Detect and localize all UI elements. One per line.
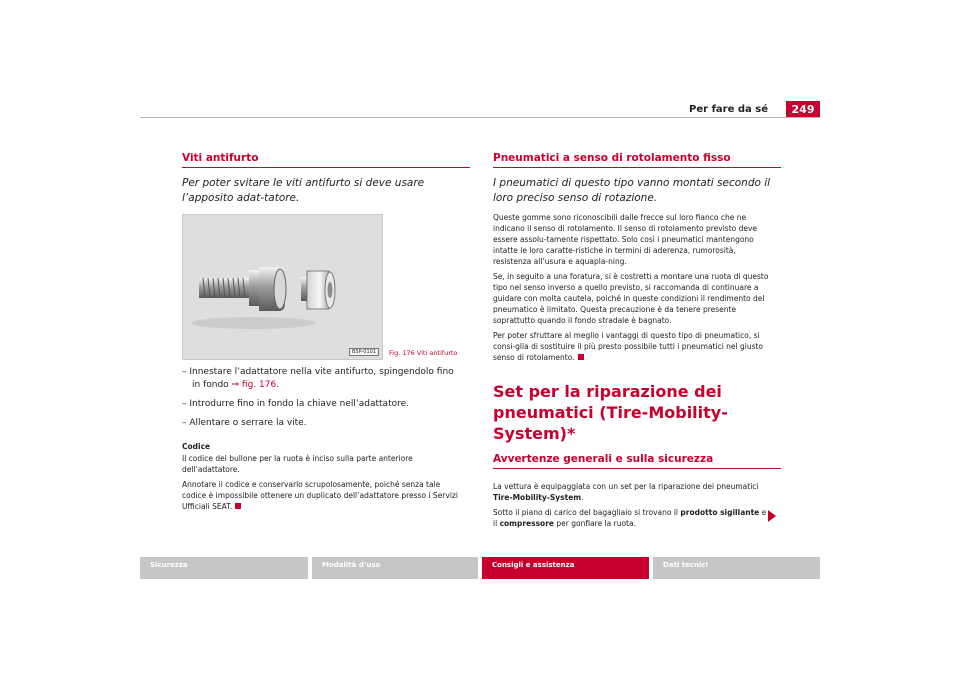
section-title-directional-tyres: Pneumatici a senso di rotolamento fisso xyxy=(493,152,781,168)
section-title-anti-theft-bolts: Viti antifurto xyxy=(182,152,470,168)
end-of-section-mark xyxy=(578,354,584,360)
step-insert-adapter xyxy=(182,366,460,392)
compressor-bold: compressore xyxy=(499,519,554,528)
end-of-section-mark xyxy=(235,503,241,509)
left-column xyxy=(182,152,460,512)
directional-paragraph-2: Se, in seguito a una foratura, si è costretti a montare una ruota di questo tipo nel senso inverso a quello previsto, si raccomanda di continuare a guidare con molta cautela, poiché in queste condizioni il rendimento del pneumatico è limitato. Questa precauzione è da tenere presente soprattutto quando il fondo stradale è bagnato. xyxy=(493,272,769,325)
tms-paragraph-2-end: per gonfiare la ruota. xyxy=(554,519,636,528)
code-paragraph-2-text: Annotare il codice e conservarlo scrupolosamente, poiché senza tale codice è impossibile ottenere un duplicato dell’adattatore presso i Servizi Ufficiali SEAT. xyxy=(182,480,458,511)
tms-paragraph-2-join: e il xyxy=(493,508,767,528)
running-header-title: Per fare da sé xyxy=(689,104,768,115)
right-column xyxy=(493,152,771,529)
directional-paragraph-1: Queste gomme sono riconoscibili dalle frecce sul loro fianco che ne indicano il senso di rotolamento. Il senso di rotolamento previsto deve essere assolu-tamente rispettato. Solo così i pneumatici mantengono intatte le loro caratte-ristiche in termini di aderenza, rumorosità, resistenza all’usura e aquapla-ning. xyxy=(493,213,758,266)
tms-paragraph-1-text: La vettura è equipaggiata con un set per la riparazione dei pneumatici xyxy=(493,482,759,491)
tms-paragraph-1-end: . xyxy=(581,493,584,502)
section-intro: Per poter svitare le viti antifurto si deve usare l’apposito adat-tatore. xyxy=(182,177,425,204)
code-paragraph-1: Il codice del bullone per la ruota è inciso sulla parte anteriore dell’adattatore. xyxy=(182,454,413,474)
directional-paragraph-3 xyxy=(493,330,771,363)
figure-caption: Fig. 176 Viti antifurto xyxy=(389,349,458,357)
footer-tab-operation[interactable]: Modalità d’uso xyxy=(312,557,478,579)
footer-tab-advice-service[interactable]: Consigli e assistenza xyxy=(482,557,649,579)
sealant-bold: prodotto sigillante xyxy=(680,508,760,517)
step-suffix: . xyxy=(276,380,280,390)
step-text: – Innestare l’adattatore nella vite antifurto, spingendolo fino in fondo xyxy=(182,367,454,390)
page-number: 249 xyxy=(786,101,820,118)
chapter-title-tire-mobility-system: Set per la riparazione dei pneumatici (Tire-Mobility-System)* xyxy=(493,382,728,443)
next-page-arrow-icon[interactable] xyxy=(768,510,776,522)
bolt-and-adapter-illustration xyxy=(183,215,382,359)
header-rule xyxy=(140,117,820,118)
code-paragraph-2 xyxy=(182,479,460,512)
directional-paragraph-3-text: Per poter sfruttare al meglio i vantaggi di questo tipo di pneumatico, si consi-glia di sostituire il più presto possibile tutti i pneumatici nel giusto senso di rotolamento. xyxy=(493,331,764,362)
tms-paragraph-1 xyxy=(493,481,771,503)
step-insert-key: – Introdurre fino in fondo la chiave nell’adattatore. xyxy=(182,399,410,409)
footer-tab-technical-data[interactable]: Dati tecnici xyxy=(653,557,820,579)
footer-tab-safety[interactable]: Sicurezza xyxy=(140,557,308,579)
figure-code: B5P-0101 xyxy=(349,348,379,356)
tms-paragraph-2 xyxy=(493,507,771,529)
step-loosen-tighten: – Allentare o serrare la vite. xyxy=(182,418,307,428)
section-title-general-safety: Avvertenze generali e sulla sicurezza xyxy=(493,453,781,469)
figure-reference-link[interactable]: ⇒ fig. 176 xyxy=(231,380,277,390)
section-intro-directional: I pneumatici di questo tipo vanno montati secondo il loro preciso senso di rotazione. xyxy=(493,177,771,204)
tms-paragraph-2-text: Sotto il piano di carico del bagagliaio si trovano il xyxy=(493,508,681,517)
subhead-code: Codice xyxy=(182,442,211,451)
figure-anti-theft-bolts xyxy=(182,214,383,360)
tms-name-bold: Tire-Mobility-System xyxy=(493,493,582,502)
